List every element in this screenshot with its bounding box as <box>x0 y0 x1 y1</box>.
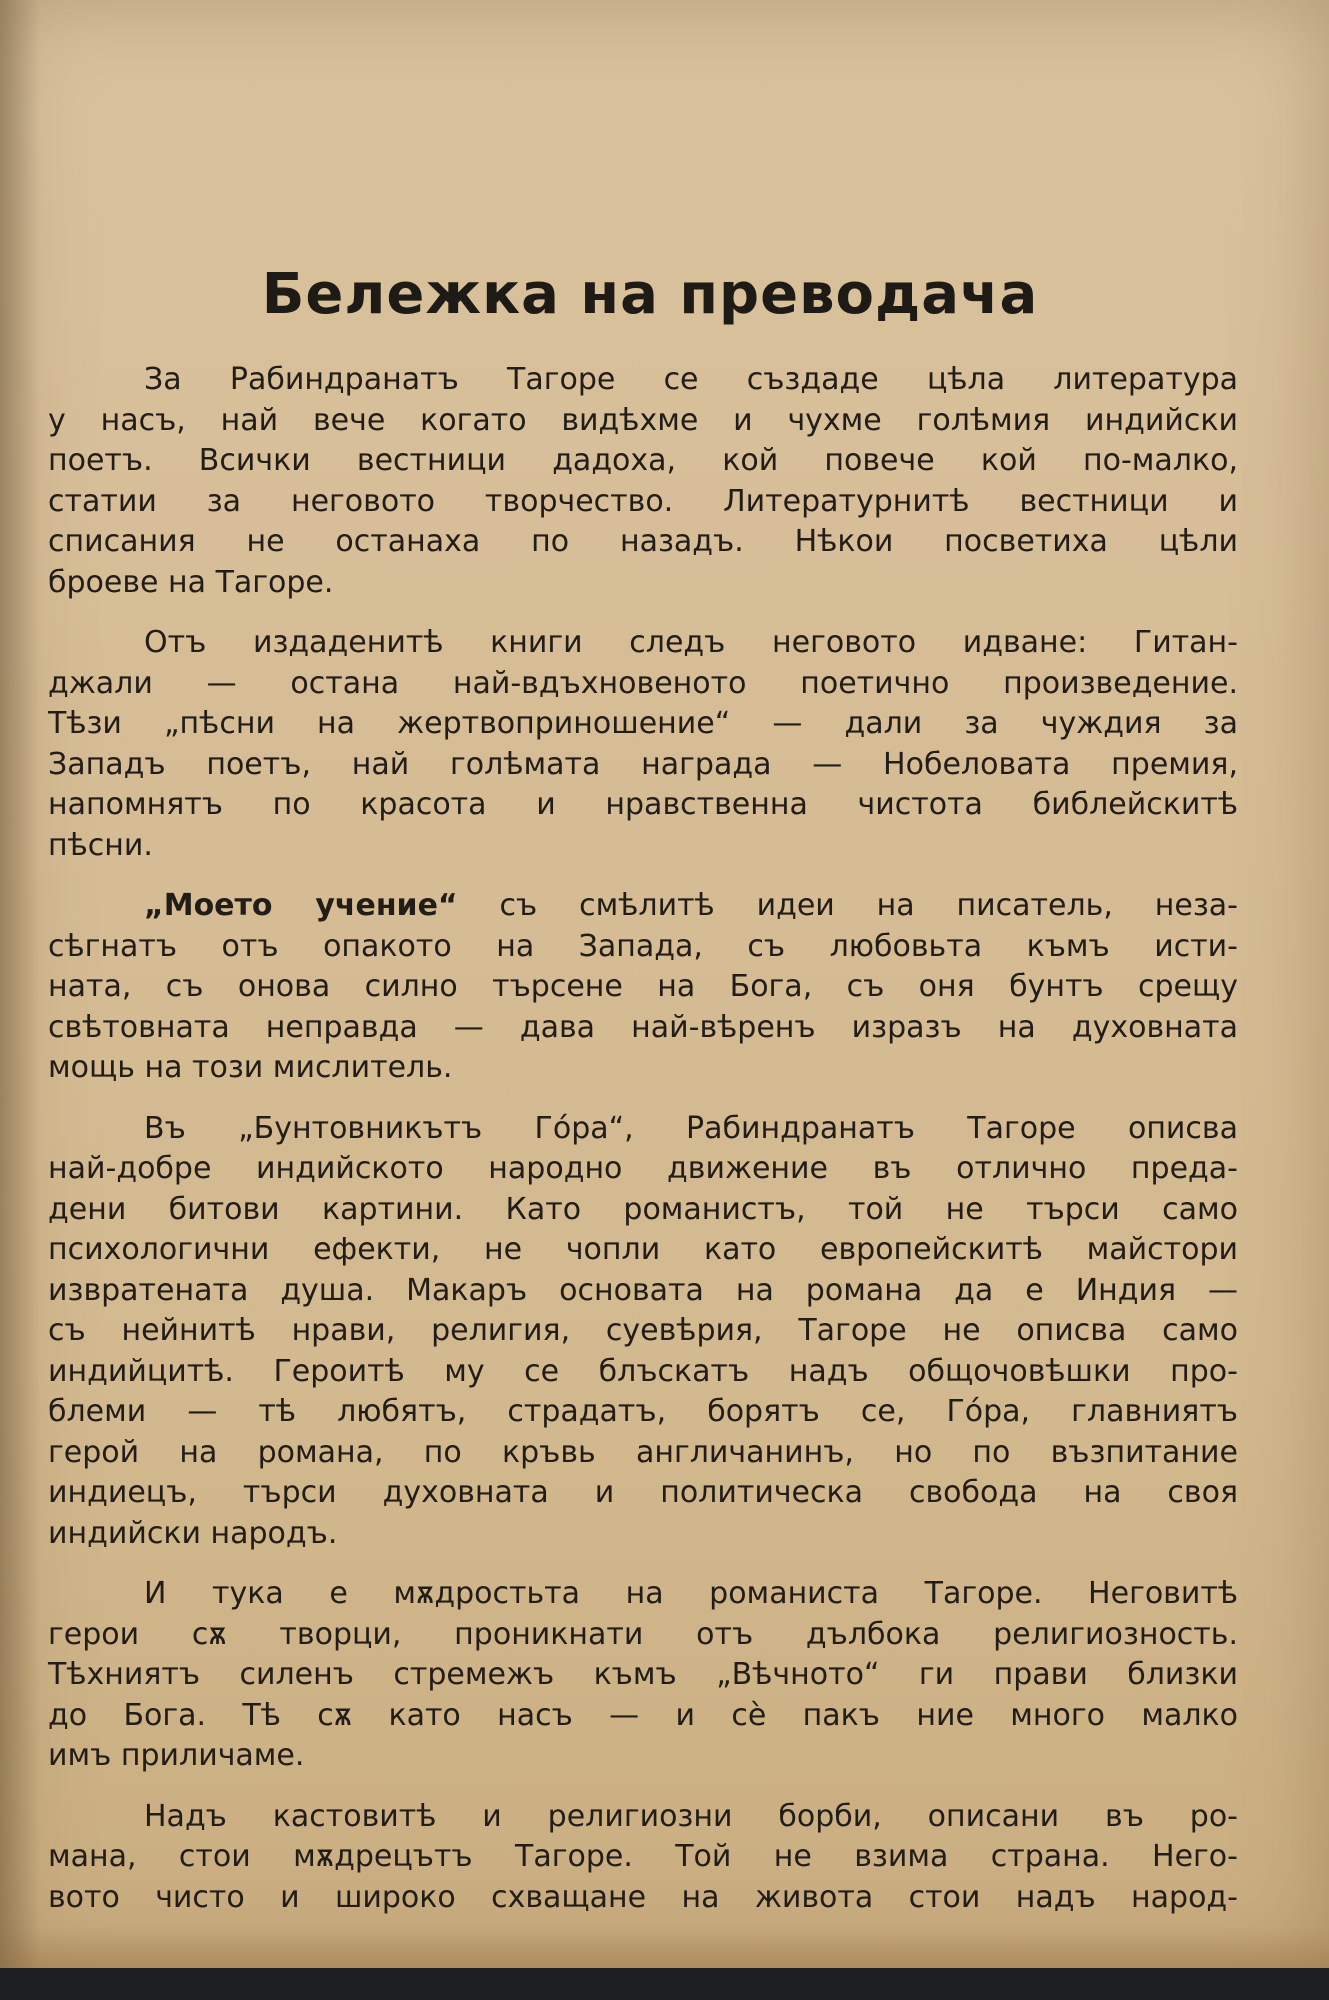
text-line: най-добре индийското народно движение въ отлично преда- <box>48 1151 1238 1186</box>
text-line: герои сѫ творци, проникнати отъ дълбока религиозность. <box>48 1616 1238 1652</box>
text-line: джали — остана най-вдъхновеното поетично произведение. <box>48 665 1238 701</box>
paragraph-3 <box>48 886 1238 1089</box>
text-line: имъ приличаме. <box>48 1738 305 1773</box>
text-line: съ нейнитѣ нрави, религия, суевѣрия, Тагоре не описва само <box>48 1313 1238 1348</box>
text-line: напомнятъ по красота и нравственна чистота библейскитѣ <box>48 787 1238 822</box>
text-line: Надъ кастовитѣ и религиозни борби, описани въ ро- <box>144 1798 1238 1834</box>
text-line: статии за неговото творчество. Литературнитѣ вестници и <box>48 483 1238 519</box>
text-line: мощь на този мислитель. <box>48 1050 453 1085</box>
paragraph-1 <box>48 360 1238 603</box>
text-line: И тука е мѫдростьта на романиста Тагоре. Неговитѣ <box>144 1576 1238 1611</box>
text-line: извратената душа. Макаръ основата на романа да е Индия — <box>48 1272 1238 1308</box>
text-line: до Бога. Тѣ сѫ като насъ — и сѐ пакъ ние много малко <box>48 1697 1238 1733</box>
text-line: Западъ поетъ, най голѣмата награда — Нобеловата премия, <box>48 746 1238 782</box>
paragraph-4 <box>48 1109 1238 1555</box>
text-line: Тѣзи „пѣсни на жертвоприношение“ — дали за чуждия за <box>48 706 1238 741</box>
paragraph-6 <box>48 1797 1238 1919</box>
text-line: За Рабиндранатъ Тагоре се създаде цѣла литература <box>144 362 1238 397</box>
text-line: Отъ издаденитѣ книги следъ неговото идване: Гитан- <box>144 625 1238 660</box>
text-line: дени битови картини. Като романистъ, той не търси само <box>48 1191 1238 1227</box>
text-line: списания не останаха по назадъ. Нѣкои посветиха цѣли <box>48 524 1238 559</box>
text-line: свѣтовната неправда — дава най-вѣренъ изразъ на духовната <box>48 1009 1238 1045</box>
text-line: индийски народъ. <box>48 1515 338 1551</box>
paragraph-5 <box>48 1574 1238 1777</box>
body-text <box>48 360 1238 1938</box>
text-line: психологични ефекти, не чопли като европейскитѣ майстори <box>48 1232 1238 1267</box>
text-fragment: съ смѣлитѣ идеи на писатель, неза- <box>499 888 1238 923</box>
text-line: вото чисто и широко схващане на живота стои надъ народ- <box>48 1879 1238 1915</box>
text-line: индиецъ, търси духовната и политическа свобода на своя <box>48 1475 1238 1510</box>
text-line <box>48 886 1238 927</box>
text-line: Тѣхниятъ силенъ стремежъ къмъ „Вѣчното“ ги прави близки <box>48 1657 1238 1692</box>
text-line: блеми — тѣ любятъ, страдатъ, борятъ се, Гóра, главниятъ <box>48 1394 1238 1429</box>
text-line: броеве на Тагоре. <box>48 564 334 600</box>
bold-phrase: „Моето учение“ <box>144 888 458 923</box>
text-line: сѣгнатъ отъ опакото на Запада, съ любовьта къмъ исти- <box>48 928 1238 964</box>
text-line: ната, съ онова силно търсене на Бога, съ оня бунтъ срещу <box>48 969 1238 1004</box>
paragraph-2 <box>48 623 1238 866</box>
text-line: пѣсни. <box>48 827 153 863</box>
text-line: мана, стои мѫдрецътъ Тагоре. Той не взима страна. Него- <box>48 1839 1238 1874</box>
text-line: индийцитѣ. Героитѣ му се блъскатъ надъ общочовѣшки про- <box>48 1353 1238 1389</box>
text-line: Въ „Бунтовникътъ Гóра“, Рабиндранатъ Тагоре описва <box>144 1110 1238 1146</box>
text-line: у насъ, най вече когато видѣхме и чухме голѣмия индийски <box>48 402 1238 438</box>
text-line: поетъ. Всички вестници дадоха, кой повече кой по-малко, <box>48 443 1238 478</box>
page-title: Бележка на преводача <box>261 262 1039 327</box>
text-line: герой на романа, по кръвь англичанинъ, но по възпитание <box>48 1434 1238 1470</box>
